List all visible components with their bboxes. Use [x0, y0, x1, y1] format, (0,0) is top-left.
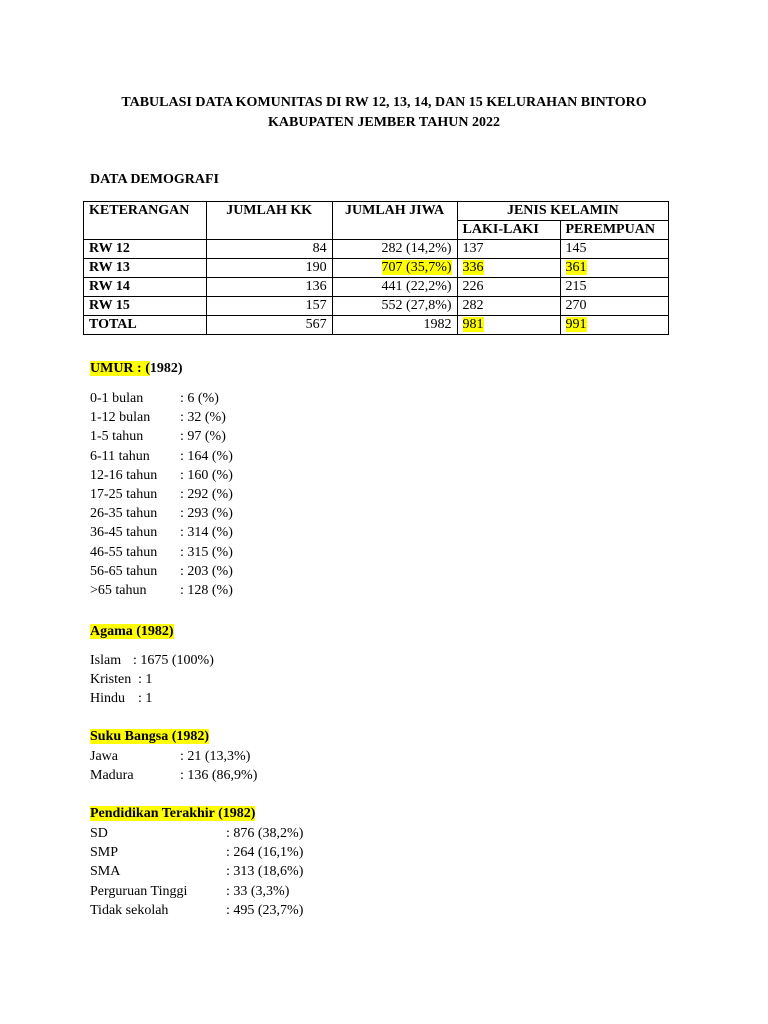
- item-label: 0-1 bulan: [90, 391, 144, 406]
- list-item: [90, 504, 233, 523]
- item-value: : 495 (23,7%): [226, 902, 304, 918]
- header-perempuan: PEREMPUAN: [560, 221, 669, 240]
- item-value: : 128 (%): [180, 583, 233, 599]
- item-label: Islam: [90, 653, 122, 668]
- agama-heading: [90, 623, 174, 641]
- item-value: : 1: [138, 672, 153, 688]
- list-item: [90, 562, 233, 581]
- item-label: SMP: [90, 845, 119, 861]
- umur-heading-rest: 1982): [149, 361, 183, 376]
- item-label: SD: [90, 826, 108, 841]
- page-title: [80, 93, 688, 133]
- item-label: 6-11 tahun: [90, 448, 150, 464]
- item-value: : 313 (18,6%): [226, 864, 304, 880]
- suku-heading-highlight: Suku Bangsa (1982): [90, 729, 210, 744]
- umur-heading-highlight: UMUR : (: [90, 361, 150, 376]
- item-label: 36-45 tahun: [90, 525, 158, 541]
- umur-list: [90, 389, 233, 600]
- header-jumlah-kk: JUMLAH KK: [206, 202, 332, 240]
- table-row: [84, 297, 669, 316]
- cell-kk: 157: [206, 297, 332, 316]
- cell-laki: [457, 316, 560, 335]
- cell-perempuan: 215: [560, 278, 669, 297]
- highlighted-value: 991: [565, 317, 587, 332]
- item-value: : 314 (%): [180, 525, 233, 541]
- item-label: >65 tahun: [90, 583, 147, 599]
- header-jenis-kelamin: JENIS KELAMIN: [457, 202, 668, 221]
- item-label: 17-25 tahun: [90, 487, 158, 503]
- list-item: [90, 485, 233, 504]
- cell-laki: 226: [457, 278, 560, 297]
- title-line-1: TABULASI DATA KOMUNITAS DI RW 12, 13, 14, DAN 15 KELURAHAN BINTORO: [121, 95, 647, 110]
- cell-jiwa: 552 (27,8%): [332, 297, 457, 316]
- list-item: [90, 427, 233, 446]
- list-item: [90, 670, 214, 689]
- list-item: [90, 389, 233, 408]
- item-value: : 315 (%): [180, 544, 233, 560]
- table-header-row: [84, 202, 669, 221]
- item-label: Madura: [90, 768, 134, 784]
- item-label: 46-55 tahun: [90, 544, 158, 560]
- row-label: RW 12: [84, 240, 207, 259]
- list-item: [90, 689, 214, 708]
- suku-heading: [90, 728, 209, 746]
- cell-kk: 136: [206, 278, 332, 297]
- item-value: : 33 (3,3%): [226, 883, 290, 899]
- row-label: TOTAL: [84, 316, 207, 335]
- item-label: Perguruan Tinggi: [90, 883, 188, 899]
- item-value: : 97 (%): [180, 429, 226, 445]
- pendidikan-heading-highlight: Pendidikan Terakhir (1982): [90, 806, 256, 821]
- item-value: : 164 (%): [180, 448, 233, 464]
- cell-perempuan: [560, 316, 669, 335]
- item-label: 1-5 tahun: [90, 429, 144, 445]
- item-label: SMA: [90, 864, 121, 880]
- item-label: 26-35 tahun: [90, 506, 158, 522]
- agama-heading-highlight: Agama (1982): [90, 624, 174, 639]
- pendidikan-heading: [90, 805, 255, 823]
- highlighted-value: 361: [565, 260, 587, 275]
- list-item: [90, 882, 303, 901]
- row-label: RW 13: [84, 259, 207, 278]
- cell-kk: 190: [206, 259, 332, 278]
- umur-heading: [90, 360, 183, 378]
- list-item: [90, 901, 303, 920]
- list-item: [90, 581, 233, 600]
- item-value: : 160 (%): [180, 467, 233, 483]
- cell-kk: 84: [206, 240, 332, 259]
- agama-list: [90, 651, 214, 709]
- highlighted-value: 336: [462, 260, 484, 275]
- item-value: : 6 (%): [180, 391, 219, 406]
- list-item: [90, 466, 233, 485]
- list-item: [90, 651, 214, 670]
- header-laki-laki: LAKI-LAKI: [457, 221, 560, 240]
- header-keterangan: KETERANGAN: [84, 202, 207, 240]
- item-value: : 292 (%): [180, 487, 233, 503]
- item-value: : 203 (%): [180, 563, 233, 579]
- list-item: [90, 766, 257, 785]
- list-item: [90, 523, 233, 542]
- demografi-heading: DATA DEMOGRAFI: [90, 172, 219, 187]
- cell-jiwa: 1982: [332, 316, 457, 335]
- table-row: [84, 278, 669, 297]
- suku-list: [90, 747, 257, 785]
- item-value: : 876 (38,2%): [226, 826, 304, 841]
- pendidikan-list: [90, 824, 303, 920]
- header-jumlah-jiwa: JUMLAH JIWA: [332, 202, 457, 240]
- demografi-table: [83, 201, 669, 335]
- cell-jiwa: 441 (22,2%): [332, 278, 457, 297]
- title-line-2: KABUPATEN JEMBER TAHUN 2022: [268, 115, 500, 130]
- highlighted-value: 981: [462, 317, 484, 332]
- item-value: : 293 (%): [180, 506, 233, 522]
- item-label: Tidak sekolah: [90, 902, 169, 918]
- list-item: [90, 862, 303, 881]
- cell-perempuan: 270: [560, 297, 669, 316]
- row-label: RW 14: [84, 278, 207, 297]
- item-value: : 32 (%): [180, 410, 226, 426]
- item-value: : 264 (16,1%): [226, 845, 304, 861]
- list-item: [90, 843, 303, 862]
- cell-perempuan: 145: [560, 240, 669, 259]
- cell-laki: 282: [457, 297, 560, 316]
- item-label: 1-12 bulan: [90, 410, 151, 426]
- cell-jiwa: [332, 259, 457, 278]
- highlighted-value: 707 (35,7%): [381, 260, 452, 275]
- item-value: : 1675 (100%): [133, 653, 214, 668]
- item-value: : 1: [138, 691, 153, 707]
- table-total-row: [84, 316, 669, 335]
- list-item: [90, 543, 233, 562]
- row-label: RW 15: [84, 297, 207, 316]
- item-value: : 136 (86,9%): [180, 768, 258, 784]
- item-label: Kristen: [90, 672, 132, 688]
- list-item: [90, 447, 233, 466]
- item-label: Jawa: [90, 749, 118, 764]
- table-row: [84, 240, 669, 259]
- list-item: [90, 408, 233, 427]
- item-label: 12-16 tahun: [90, 467, 158, 483]
- cell-laki: [457, 259, 560, 278]
- table-row: [84, 259, 669, 278]
- item-label: Hindu: [90, 691, 125, 707]
- list-item: [90, 824, 303, 843]
- cell-kk: 567: [206, 316, 332, 335]
- cell-perempuan: [560, 259, 669, 278]
- cell-jiwa: 282 (14,2%): [332, 240, 457, 259]
- cell-laki: 137: [457, 240, 560, 259]
- list-item: [90, 747, 257, 766]
- item-label: 56-65 tahun: [90, 563, 158, 579]
- item-value: : 21 (13,3%): [180, 749, 251, 764]
